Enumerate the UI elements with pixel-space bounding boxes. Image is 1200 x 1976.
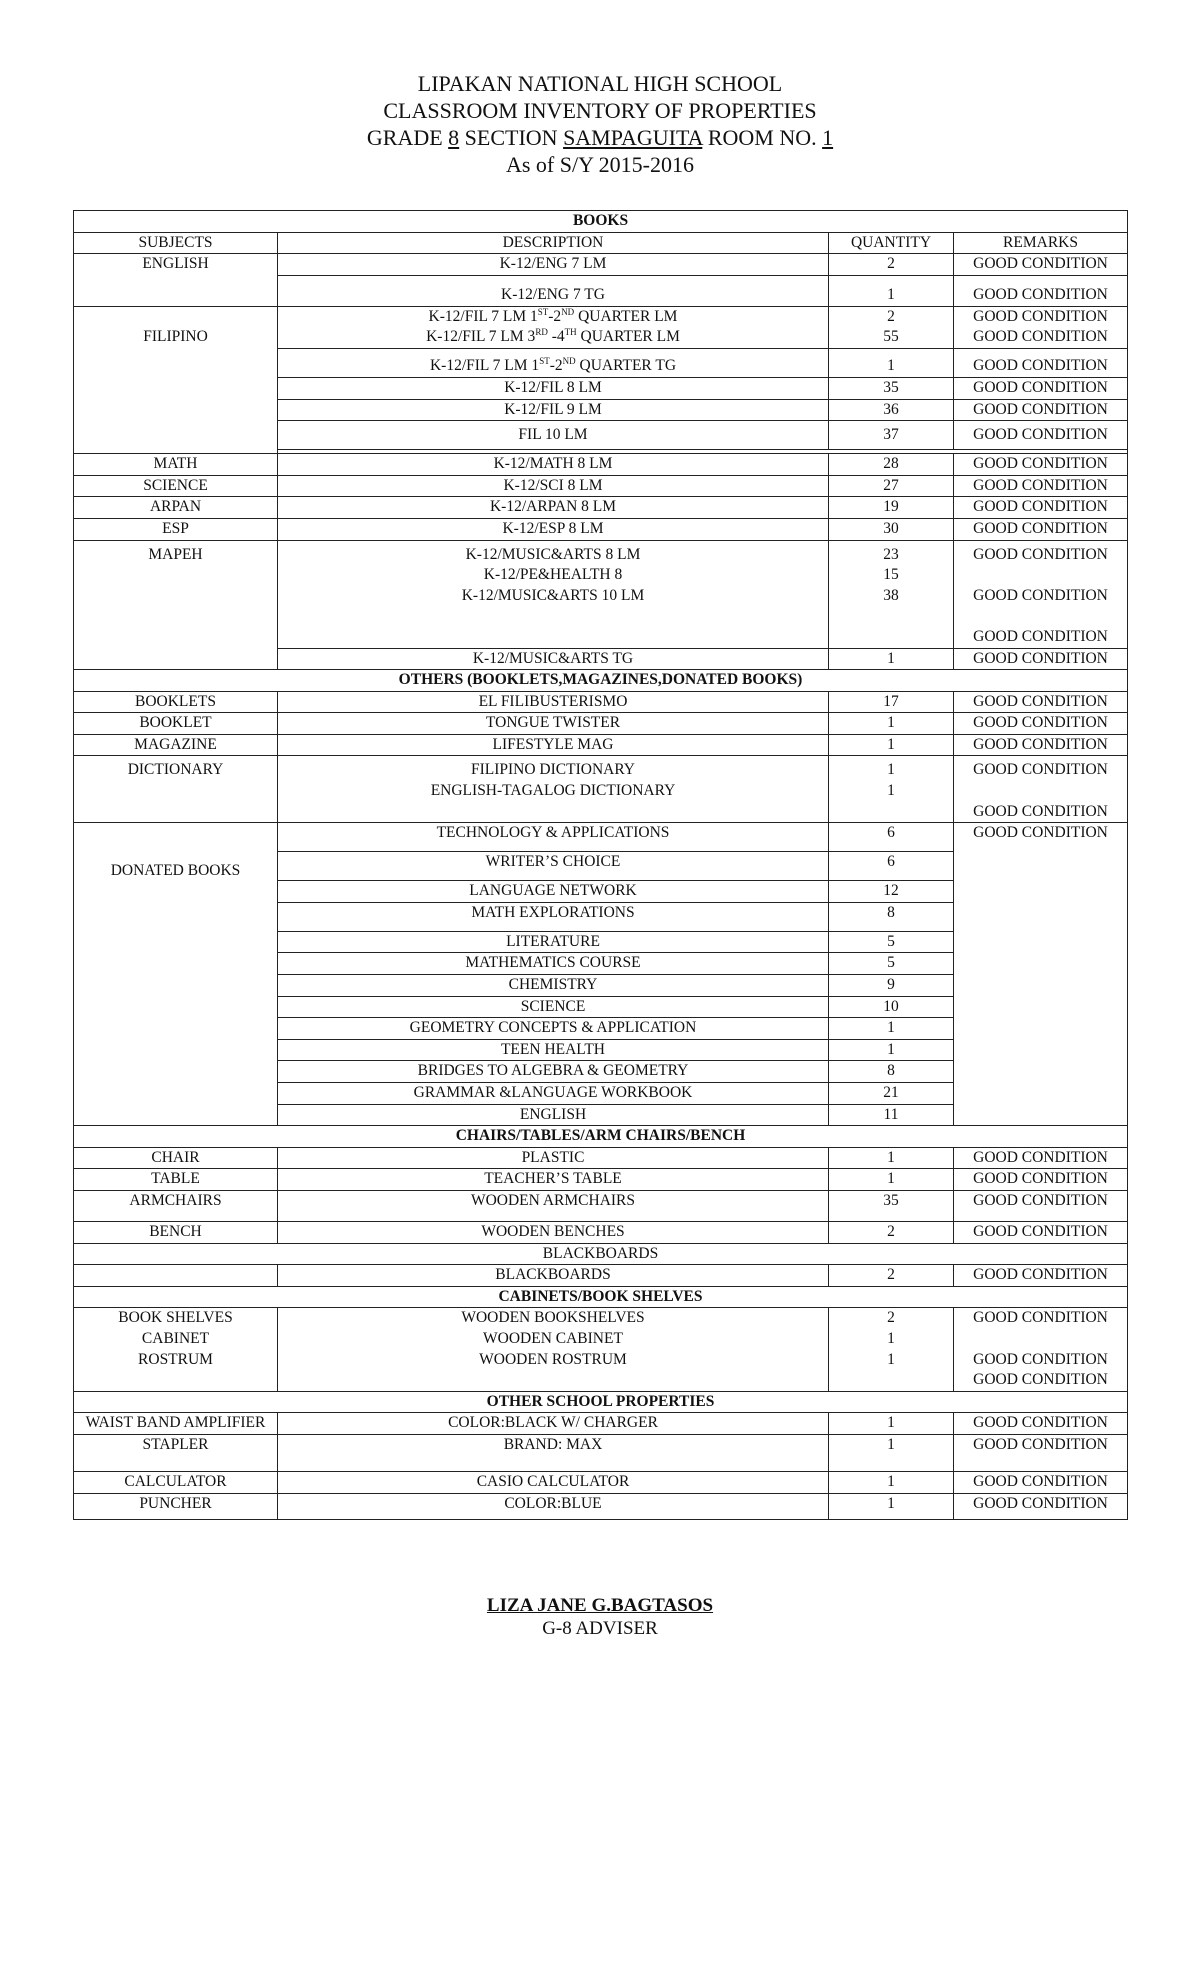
section-value: SAMPAGUITA xyxy=(563,125,703,150)
section-row-books: BOOKS xyxy=(74,211,1128,233)
table-row: LANGUAGE NETWORK 12 xyxy=(74,881,1128,903)
table-row: MAGAZINE LIFESTYLE MAG 1 GOOD CONDITION xyxy=(74,734,1128,756)
table-row: CALCULATOR CASIO CALCULATOR 1 GOOD CONDITION xyxy=(74,1471,1128,1493)
subject-cell: FILIPINO xyxy=(74,306,278,453)
school-year: As of S/Y 2015-2016 xyxy=(505,152,695,177)
table-row: DICTIONARY FILIPINO DICTIONARY ENGLISH-TAGALOG DICTIONARY 1 1 GOOD CONDITION GOOD CONDITION xyxy=(74,756,1128,823)
table-row: DONATED BOOKS TECHNOLOGY & APPLICATIONS 6 GOOD CONDITION xyxy=(74,823,1128,852)
room-value: 1 xyxy=(822,125,834,150)
section-row-blackboards: BLACKBOARDS xyxy=(74,1243,1128,1265)
table-row: K-12/FIL 7 LM 1ST-2ND QUARTER TG 1 GOOD CONDITION xyxy=(74,348,1128,377)
table-row: ENGLISH K-12/ENG 7 LM 2 GOOD CONDITION xyxy=(74,254,1128,276)
subject-cell: MAPEH xyxy=(74,540,278,670)
table-row: ARMCHAIRS WOODEN ARMCHAIRS 35 GOOD CONDITION xyxy=(74,1190,1128,1221)
grade-section-line: GRADE 8 SECTION SAMPAGUITA ROOM NO. 1 xyxy=(366,125,834,150)
column-header-row xyxy=(74,232,1128,254)
table-row: MAPEH K-12/MUSIC&ARTS 8 LM K-12/PE&HEALTH 8 K-12/MUSIC&ARTS 10 LM 23 15 38 GOOD CONDITION GOOD CONDITION GOOD CONDITION xyxy=(74,540,1128,648)
section-row-other-props: OTHER SCHOOL PROPERTIES xyxy=(74,1391,1128,1413)
table-row: K-12/MUSIC&ARTS TG 1 GOOD CONDITION xyxy=(74,648,1128,670)
subject-cell: ENGLISH xyxy=(74,254,278,307)
col-header-description: DESCRIPTION xyxy=(278,232,829,254)
table-row: CHAIR PLASTIC 1 GOOD CONDITION xyxy=(74,1147,1128,1169)
table-row: ENGLISH 11 xyxy=(74,1104,1128,1126)
section-row-cabinets: CABINETS/BOOK SHELVES xyxy=(74,1286,1128,1308)
adviser-role: G-8 ADVISER xyxy=(542,1618,658,1639)
table-row: SCIENCE K-12/SCI 8 LM 27 GOOD CONDITION xyxy=(74,475,1128,497)
table-row: STAPLER BRAND: MAX 1 GOOD CONDITION xyxy=(74,1434,1128,1471)
table-row: GRAMMAR &LANGUAGE WORKBOOK 21 xyxy=(74,1083,1128,1105)
table-row: BRIDGES TO ALGEBRA & GEOMETRY 8 xyxy=(74,1061,1128,1083)
table-row: TEEN HEALTH 1 xyxy=(74,1039,1128,1061)
grade-value: 8 xyxy=(448,125,460,150)
table-row: FIL 10 LM 37 GOOD CONDITION xyxy=(74,421,1128,450)
school-name: LIPAKAN NATIONAL HIGH SCHOOL xyxy=(417,71,783,96)
table-row: CHEMISTRY 9 xyxy=(74,975,1128,997)
table-row: SCIENCE 10 xyxy=(74,996,1128,1018)
table-row: LITERATURE 5 xyxy=(74,931,1128,953)
section-row-others: OTHERS (BOOKLETS,MAGAZINES,DONATED BOOKS) xyxy=(74,670,1128,692)
table-row: MATH EXPLORATIONS 8 xyxy=(74,902,1128,931)
table-row: WRITER’S CHOICE 6 xyxy=(74,852,1128,881)
section-row-chairs: CHAIRS/TABLES/ARM CHAIRS/BENCH xyxy=(74,1126,1128,1148)
col-header-subjects: SUBJECTS xyxy=(74,232,278,254)
inventory-table xyxy=(73,210,1128,1520)
table-row: MATHEMATICS COURSE 5 xyxy=(74,953,1128,975)
table-row: FILIPINO K-12/FIL 7 LM 1ST-2ND QUARTER LM K-12/FIL 7 LM 3RD -4TH QUARTER LM 2 55 GOOD CONDITION GOOD CONDITION xyxy=(74,306,1128,348)
table-row: K-12/FIL 9 LM 36 GOOD CONDITION xyxy=(74,399,1128,421)
table-row: PUNCHER COLOR:BLUE 1 GOOD CONDITION xyxy=(74,1493,1128,1519)
table-row: GEOMETRY CONCEPTS & APPLICATION 1 xyxy=(74,1018,1128,1040)
table-row: ARPAN K-12/ARPAN 8 LM 19 GOOD CONDITION xyxy=(74,497,1128,519)
signature-block xyxy=(0,1594,1200,1640)
table-row: BOOK SHELVES CABINET ROSTRUM WOODEN BOOKSHELVES WOODEN CABINET WOODEN ROSTRUM 2 1 1 GOOD CONDITION GOOD CONDITION GOOD CONDITION xyxy=(74,1308,1128,1391)
document-title: CLASSROOM INVENTORY OF PROPERTIES xyxy=(383,98,817,123)
table-row: ESP K-12/ESP 8 LM 30 GOOD CONDITION xyxy=(74,518,1128,540)
subject-cell: DONATED BOOKS xyxy=(74,823,278,1126)
table-row: MATH K-12/MATH 8 LM 28 GOOD CONDITION xyxy=(74,454,1128,476)
table-row: TABLE TEACHER’S TABLE 1 GOOD CONDITION xyxy=(74,1169,1128,1191)
col-header-quantity: QUANTITY xyxy=(829,232,954,254)
adviser-name: LIZA JANE G.BAGTASOS xyxy=(486,1595,714,1616)
table-row: BENCH WOODEN BENCHES 2 GOOD CONDITION xyxy=(74,1221,1128,1243)
table-row: K-12/ENG 7 TG 1 GOOD CONDITION xyxy=(74,275,1128,306)
table-row: WAIST BAND AMPLIFIER COLOR:BLACK W/ CHARGER 1 GOOD CONDITION xyxy=(74,1413,1128,1435)
col-header-remarks: REMARKS xyxy=(954,232,1128,254)
table-row: BOOKLET TONGUE TWISTER 1 GOOD CONDITION xyxy=(74,713,1128,735)
document-header xyxy=(0,70,1200,178)
table-row: BOOKLETS EL FILIBUSTERISMO 17 GOOD CONDITION xyxy=(74,691,1128,713)
table-row: BLACKBOARDS 2 GOOD CONDITION xyxy=(74,1265,1128,1287)
table-row: K-12/FIL 8 LM 35 GOOD CONDITION xyxy=(74,377,1128,399)
